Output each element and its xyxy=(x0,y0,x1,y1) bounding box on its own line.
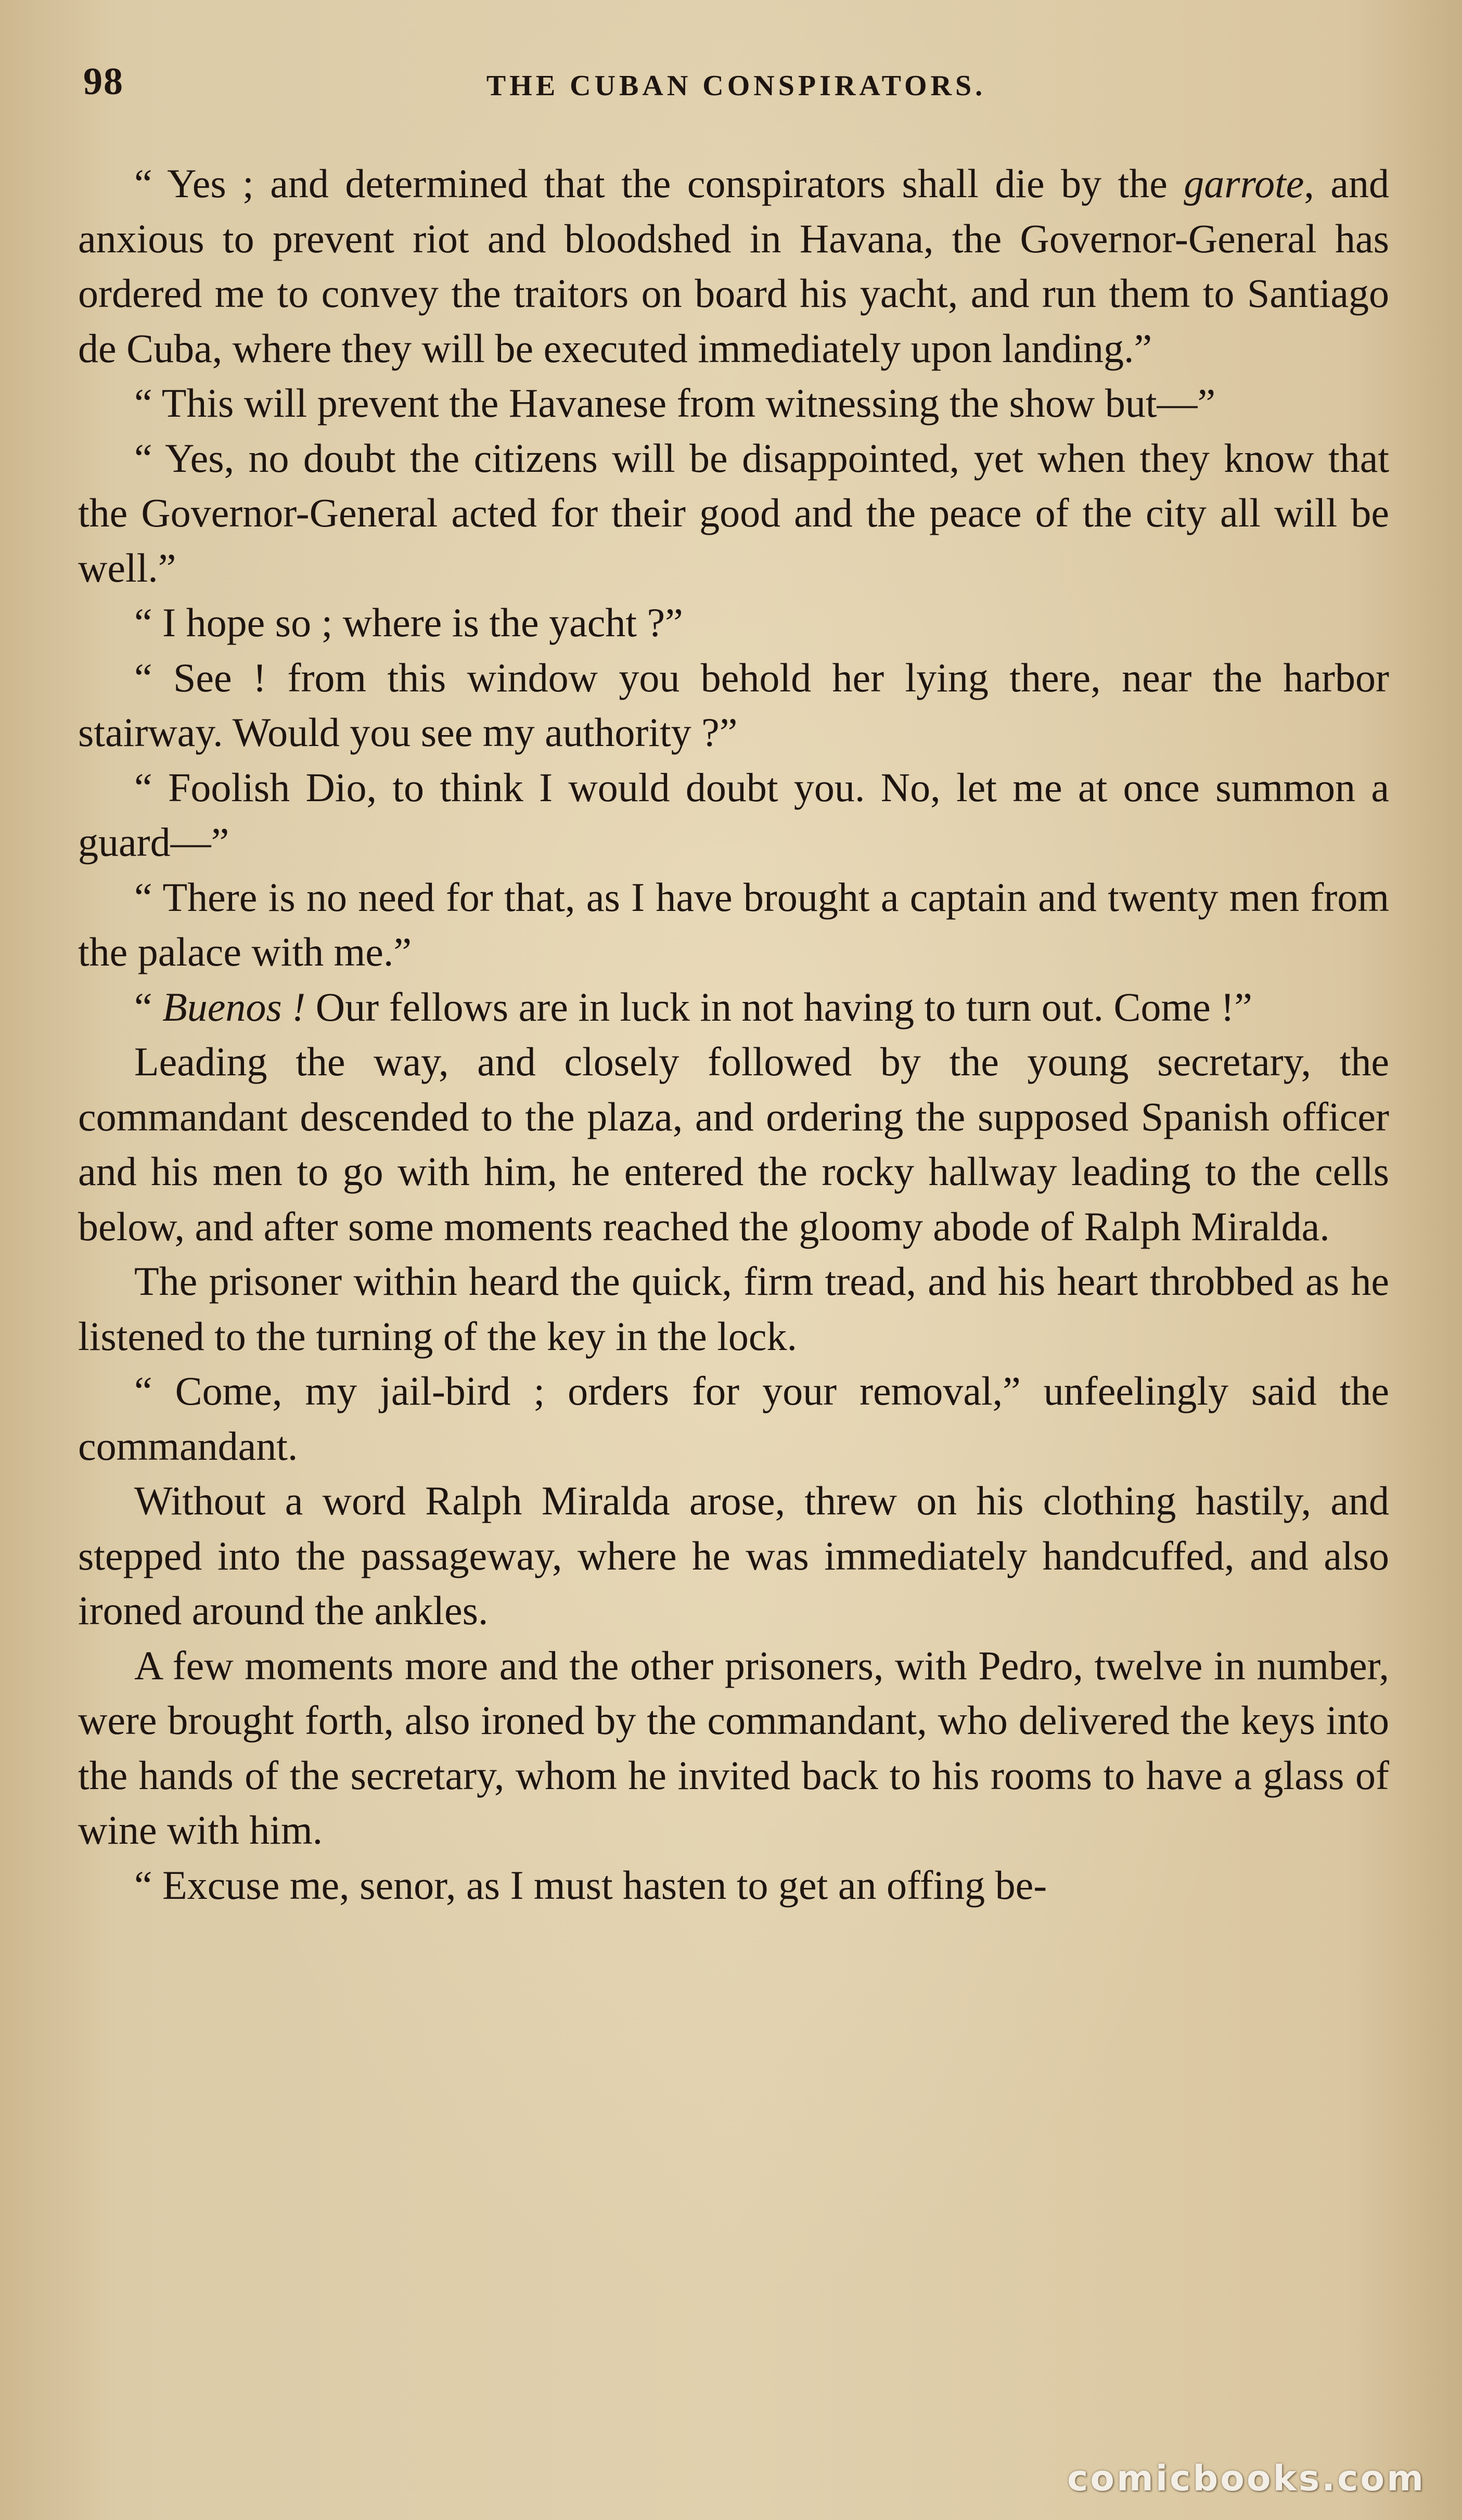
running-head: THE CUBAN CONSPIRATORS. xyxy=(486,70,986,102)
paragraph: Without a word Ralph Miralda arose, threw on his clothing hastily, and stepped into the passageway, where he was immediately handcuffed, and also ironed around the ankles. xyxy=(78,1478,1389,1633)
paragraph: “ I hope so ; where is the yacht ?” xyxy=(134,600,683,645)
paragraph: “ This will prevent the Havanese from witnessing the show but—” xyxy=(134,380,1216,426)
paragraph: “ Buenos ! Our fellows are in luck in not having to turn out. Come !” xyxy=(134,984,1252,1030)
paragraph: “ Yes, no doubt the citizens will be disappointed, yet when they know that the Governor-General acted for their good and the peace of the city all will be well.” xyxy=(78,435,1389,590)
body-text xyxy=(78,156,1389,1912)
paragraph: A few moments more and the other prisoners, with Pedro, twelve in number, were brought forth, also ironed by the commandant, who delivered the keys into the hands of the secretary, whom he invited back to his rooms to have a glass of wine with him. xyxy=(78,1642,1389,1853)
paragraph: “ See ! from this window you behold her lying there, near the harbor stairway. Would you see my authority ?” xyxy=(78,654,1389,755)
paragraph: “ Foolish Dio, to think I would doubt you. No, let me at once summon a guard—” xyxy=(78,764,1389,865)
paragraph: “ There is no need for that, as I have brought a captain and twenty men from the palace with me.” xyxy=(78,874,1389,974)
paragraph: The prisoner within heard the quick, firm tread, and his heart throbbed as he listened to the turning of the key in the lock. xyxy=(78,1258,1389,1359)
paragraph: “ Excuse me, senor, as I must hasten to get an offing be- xyxy=(134,1862,1047,1908)
paragraph: “ Yes ; and determined that the conspirators shall die by the garrote, and anxious to prevent riot and bloodshed in Havana, the Governor-General has ordered me to convey the traitors on board his yacht, and run them to Santiago de Cuba, where they will be executed immediately upon landing.” xyxy=(78,161,1389,371)
paragraph: Leading the way, and closely followed by the young secretary, the commandant descended to the plaza, and ordering the supposed Spanish officer and his men to go with him, he entered the rocky hallway leading to the cells below, and after some moments reached the gloomy abode of Ralph Miralda. xyxy=(78,1039,1389,1249)
watermark: comicbooks.com xyxy=(1067,2458,1426,2499)
paragraph: “ Come, my jail-bird ; orders for your removal,” unfeelingly said the commandant. xyxy=(78,1368,1389,1469)
page-header xyxy=(83,60,1389,117)
page-number: 98 xyxy=(83,60,124,103)
